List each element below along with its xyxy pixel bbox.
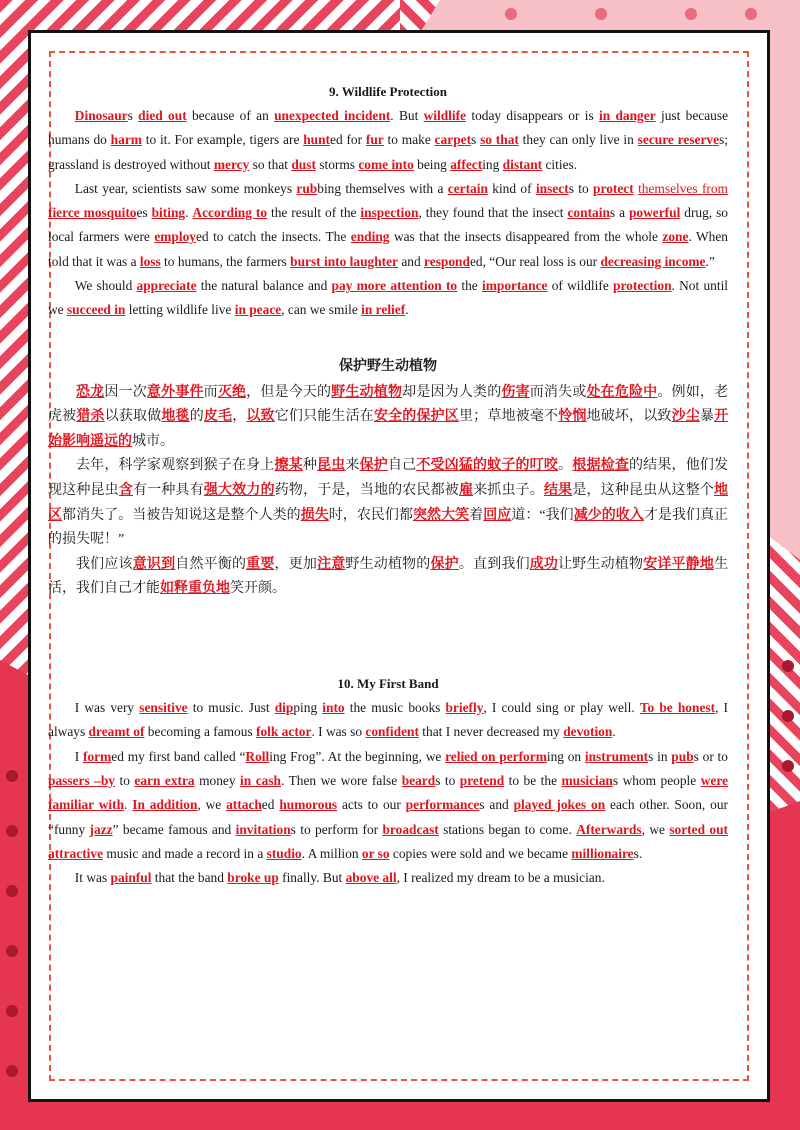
highlighted-keyword: 恐龙 [76, 384, 105, 400]
section-title-my-first-band: 10. My First Band [337, 676, 439, 692]
text-run: . [124, 797, 133, 813]
highlighted-keyword: died out [138, 108, 187, 123]
paragraph [48, 274, 728, 323]
decor-dot [595, 8, 607, 20]
text-run: s [471, 132, 481, 148]
highlighted-keyword: attach [226, 797, 262, 813]
text-run: , we [197, 797, 227, 813]
decor-dot [6, 945, 18, 957]
highlighted-keyword: 含 [118, 483, 134, 499]
highlighted-keyword: performance [405, 797, 480, 813]
text-run: s in [648, 748, 672, 764]
highlighted-keyword: broke up [227, 870, 279, 886]
text-run: the [457, 278, 482, 294]
text-run: , I could sing or play well. [483, 700, 640, 716]
highlighted-keyword: 成功 [529, 556, 559, 572]
highlighted-keyword: so that [480, 132, 519, 148]
highlighted-keyword: protect [593, 180, 634, 196]
highlighted-keyword: 地毯 [161, 409, 190, 425]
highlighted-keyword: beard [401, 772, 436, 788]
paragraph [48, 696, 728, 745]
highlighted-keyword: form [83, 748, 112, 764]
text-run: s to perform for [290, 821, 383, 837]
highlighted-keyword: 野生动植物 [331, 384, 403, 400]
text-run: s whom people [612, 772, 701, 788]
highlighted-keyword: millionaire [571, 845, 634, 861]
highlighted-keyword: protection [613, 278, 672, 294]
highlighted-keyword: 昆虫 [317, 458, 346, 474]
text-run: 。 [558, 458, 573, 474]
text-run: 药物，于是，当地的农民都被 [274, 483, 459, 499]
highlighted-keyword: mercy [213, 156, 250, 172]
text-run: 地破坏，以致 [586, 409, 672, 425]
text-run: 时，农民们都 [328, 507, 413, 523]
highlighted-keyword: According to [192, 205, 268, 221]
highlighted-keyword: 减少的收入 [573, 507, 644, 523]
text-run: the music books [344, 700, 446, 716]
highlighted-keyword: carpet [434, 132, 472, 148]
highlighted-keyword: 保护 [359, 458, 388, 474]
text-run: 来抓虫子。 [473, 483, 544, 499]
text-run: to humans, the farmers [160, 253, 291, 269]
text-run: It was [74, 870, 111, 886]
text-run: . When told that it was a [48, 229, 728, 269]
document-content [48, 80, 728, 890]
decor-dot [6, 885, 18, 897]
paragraph [48, 553, 728, 602]
highlighted-keyword: fur [365, 132, 384, 148]
text-run: ，但是今天的 [246, 384, 332, 400]
text-run: cities. [542, 156, 578, 172]
text-run: ing on [546, 748, 585, 764]
text-run: drug, so local farmers were [48, 205, 728, 245]
text-run: I [74, 748, 84, 764]
text-run: to make [383, 132, 435, 148]
paragraph [48, 104, 728, 177]
text-run: ping [293, 700, 323, 716]
text-run: to it. For example, tigers are [141, 132, 304, 148]
text-run: so that [249, 156, 292, 172]
highlighted-keyword: studio [266, 845, 302, 861]
text-run: ， [232, 409, 247, 425]
highlighted-keyword: in relief [361, 302, 406, 318]
text-run: 城市。 [132, 433, 174, 449]
highlighted-keyword: 猎杀 [76, 409, 105, 425]
highlighted-keyword: 意外事件 [146, 384, 204, 400]
text-run: to [114, 772, 135, 788]
highlighted-keyword: instrument [584, 748, 649, 764]
text-run: 去年，科学家观察到猴子在身上 [76, 458, 275, 474]
highlighted-keyword: dip [274, 700, 294, 716]
text-run: I was very [74, 700, 140, 716]
highlighted-keyword: pretend [459, 772, 505, 788]
text-run: 来 [345, 458, 360, 474]
text-run: , I always [48, 700, 728, 740]
decor-dot [745, 8, 757, 20]
highlighted-keyword: powerful [628, 205, 681, 221]
highlighted-keyword: or so [361, 845, 390, 861]
text-run: ed [261, 797, 280, 813]
text-run: 都消失了。当被告知说这是整个人类的 [62, 507, 301, 523]
highlighted-keyword: 如释重负地 [160, 581, 230, 597]
decor-dot [6, 770, 18, 782]
text-run: 因一次 [104, 384, 147, 400]
highlighted-keyword: 注意 [317, 556, 346, 572]
text-run: s a [609, 205, 629, 221]
paragraph [48, 745, 728, 866]
decor-dot [782, 660, 794, 672]
highlighted-keyword: hunt [303, 132, 331, 148]
text-run: stations began to come. [438, 821, 577, 837]
highlighted-keyword: 怜悯 [558, 409, 587, 425]
text-run: each other. Soon, our “funny [48, 797, 728, 837]
highlighted-keyword: confident [365, 724, 419, 740]
text-run: 却是因为人类的 [402, 384, 502, 400]
highlighted-keyword: inspection [360, 205, 419, 221]
text-run: to music. Just [187, 700, 275, 716]
text-run: the natural balance and [196, 278, 332, 294]
highlighted-keyword: sorted out [669, 821, 728, 837]
section-title-wildlife-protection: 9. Wildlife Protection [328, 84, 448, 99]
highlighted-keyword: fierce mosquito [48, 205, 137, 221]
text-run: ed to catch the insects. The [195, 229, 351, 245]
decor-dot [6, 1065, 18, 1077]
text-run: of wildlife [547, 278, 614, 294]
text-run: because of an [186, 108, 275, 123]
highlighted-keyword: Afterwards [576, 821, 642, 837]
text-run: 让野生动植物 [558, 556, 644, 572]
highlighted-keyword: above all [345, 870, 397, 886]
decor-dot [505, 8, 517, 20]
text-run: letting wildlife live [125, 302, 235, 318]
highlighted-keyword: 擦某 [274, 458, 303, 474]
highlighted-keyword: secure reserve [637, 132, 720, 148]
highlighted-keyword: biting [151, 205, 186, 221]
highlighted-keyword: humorous [279, 797, 338, 813]
highlighted-keyword: passers –by [48, 772, 115, 788]
highlighted-keyword: 以致 [246, 409, 275, 425]
highlighted-keyword: 雇 [458, 483, 474, 499]
text-run: was that the insects disappeared from the whole [389, 229, 663, 245]
decor-dot [685, 8, 697, 20]
text-run: being [413, 156, 451, 172]
highlighted-keyword: relied on perform [445, 748, 547, 764]
text-run: storms [315, 156, 359, 172]
highlighted-keyword: 沙尘 [671, 409, 700, 425]
decor-dot [6, 825, 18, 837]
highlighted-keyword: painful [110, 870, 152, 886]
text-run: , can we smile [281, 302, 362, 318]
paragraph [48, 381, 728, 455]
highlighted-keyword: unexpected incident [274, 108, 391, 123]
highlighted-keyword: 回应 [483, 507, 512, 523]
highlighted-keyword: loss [139, 253, 161, 269]
highlighted-keyword: insect [535, 180, 569, 196]
text-run: ，更加 [274, 556, 318, 572]
section-body-my-first-band [48, 696, 728, 890]
highlighted-keyword: earn extra [134, 772, 195, 788]
text-run: , I realized my dream to be a musician. [396, 870, 605, 886]
text-run: 而 [203, 384, 218, 400]
highlighted-keyword: wildlife [423, 108, 467, 123]
highlighted-keyword: rub [296, 180, 318, 196]
text-run: 生活，我们自己才能 [48, 556, 729, 597]
text-run: . A million [301, 845, 362, 861]
highlighted-keyword: 保护 [430, 556, 459, 572]
text-run: 。直到我们 [458, 556, 530, 572]
text-run: ed for [330, 132, 366, 148]
text-run: 暴 [699, 409, 715, 425]
text-run: s to [568, 180, 594, 196]
highlighted-keyword: distant [502, 156, 543, 172]
paragraph [48, 454, 728, 552]
decor-dot [6, 1005, 18, 1017]
text-run: ed, “Our real loss is our [469, 253, 601, 269]
text-run: copies were sold and we became [389, 845, 572, 861]
highlighted-keyword: 意识到 [132, 556, 176, 572]
text-run: , they found that the insect [418, 205, 568, 221]
text-run: .” [705, 253, 715, 269]
highlighted-keyword: 损失 [300, 507, 329, 523]
highlighted-keyword: briefly [445, 700, 484, 716]
highlighted-keyword: Roll [245, 748, 270, 764]
text-run: ing Frog”. At the beginning, we [269, 748, 446, 764]
paragraph [48, 177, 728, 274]
decor-dot [782, 710, 794, 722]
text-run: 的结果，他们发现这种昆虫 [48, 458, 729, 499]
text-run: . I was so [311, 724, 366, 740]
text-run: just because humans do [48, 108, 729, 148]
text-run: s or to [693, 748, 728, 764]
text-run: bing themselves with a [317, 180, 448, 196]
highlighted-keyword: pay more attention to [331, 278, 458, 294]
text-run: 野生动植物的 [345, 556, 431, 572]
text-run: 自己 [387, 458, 417, 474]
highlighted-keyword: themselves from [638, 180, 728, 196]
text-run: . [612, 724, 616, 740]
section-title-wildlife-protection-cn: 保护野生动植物 [339, 358, 437, 374]
highlighted-keyword: 根据检查 [572, 458, 629, 474]
text-run: ing [482, 156, 503, 172]
text-run: s. [633, 845, 643, 861]
highlighted-keyword: 强大效力的 [203, 483, 275, 499]
highlighted-keyword: dust [291, 156, 316, 172]
text-run: ed my first band called “ [111, 748, 246, 764]
highlighted-keyword: in cash [240, 772, 281, 788]
text-run: . [405, 302, 409, 318]
text-run: today disappears or is [466, 108, 599, 123]
text-run: . But [390, 108, 424, 123]
highlighted-keyword: To be honest [639, 700, 716, 716]
text-run: es [136, 205, 152, 221]
text-run: s to [435, 772, 460, 788]
highlighted-keyword: folk actor [256, 724, 312, 740]
highlighted-keyword: pub [671, 748, 694, 764]
text-run: Last year, scientists saw some monkeys [74, 180, 297, 196]
text-run: that I never decreased my [418, 724, 564, 740]
highlighted-keyword: in danger [598, 108, 656, 123]
text-run: kind of [487, 180, 536, 196]
text-run: 笑开颜。 [230, 581, 286, 597]
highlighted-keyword: importance [482, 278, 548, 294]
highlighted-keyword: devotion [563, 724, 613, 740]
highlighted-keyword: 皮毛 [203, 409, 233, 425]
text-run: money [194, 772, 241, 788]
text-run: ” became famous and [112, 821, 236, 837]
text-run: the result of the [267, 205, 361, 221]
highlighted-keyword: affect [450, 156, 483, 172]
text-run: s; grassland is destroyed without [48, 132, 728, 172]
highlighted-keyword: Dinosaur [74, 108, 128, 123]
section-body-wildlife-protection-cn [48, 381, 728, 602]
highlighted-keyword: contain [567, 205, 610, 221]
highlighted-keyword: 开始影响遥远的 [48, 409, 729, 449]
highlighted-keyword: in peace [234, 302, 282, 318]
highlighted-keyword: attractive [48, 845, 104, 861]
section-body-wildlife-protection [48, 104, 728, 323]
highlighted-keyword: 安详平静地 [643, 556, 715, 572]
text-run: acts to our [337, 797, 406, 813]
highlighted-keyword: broadcast [382, 821, 439, 837]
text-run: 我们应该 [76, 556, 133, 572]
highlighted-keyword: decreasing income [600, 253, 706, 269]
text-run: 里；草地被毫不 [458, 409, 559, 425]
text-run: . Then we wore false [281, 772, 402, 788]
highlighted-keyword: burst into laughter [290, 253, 399, 269]
text-run: that the band [151, 870, 228, 886]
text-run: and [398, 253, 425, 269]
text-run: becoming a famous [144, 724, 257, 740]
text-run: We should [74, 278, 137, 294]
highlighted-keyword: respond [424, 253, 470, 269]
highlighted-keyword: were familiar with [48, 772, 728, 813]
highlighted-keyword: 安全的保护区 [373, 409, 459, 425]
text-run: s and [479, 797, 514, 813]
text-run: 着 [469, 507, 484, 523]
highlighted-keyword: succeed in [66, 302, 126, 318]
text-run: 种 [302, 458, 318, 474]
highlighted-keyword: 伤害 [501, 384, 530, 400]
highlighted-keyword: harm [110, 132, 142, 148]
text-run: to be the [504, 772, 562, 788]
text-run: 。例如，老虎被 [48, 384, 729, 425]
highlighted-keyword: 地区 [48, 483, 729, 523]
highlighted-keyword: dreamt of [88, 724, 145, 740]
text-run: 道：“我们 [511, 507, 574, 523]
highlighted-keyword: 处在危险中 [586, 384, 658, 400]
highlighted-keyword: 不受凶猛的蚊子的叮咬 [416, 458, 559, 474]
text-run: 以获取做 [104, 409, 162, 425]
highlighted-keyword: jazz [89, 821, 113, 837]
highlighted-keyword: ending [350, 229, 390, 245]
text-run: music and made a record in a [103, 845, 267, 861]
highlighted-keyword: In addition [132, 797, 198, 813]
text-run: 它们只能生活在 [274, 409, 374, 425]
highlighted-keyword: 结果 [544, 483, 573, 499]
highlighted-keyword: certain [447, 180, 488, 196]
highlighted-keyword: played jokes on [513, 797, 606, 813]
highlighted-keyword: zone [662, 229, 689, 245]
text-run: 而消失或 [529, 384, 587, 400]
text-run: finally. But [278, 870, 346, 886]
text-run: s [127, 108, 139, 123]
highlighted-keyword: 突然大笑 [413, 507, 470, 523]
text-run: 自然平衡的 [175, 556, 247, 572]
text-run: , we [641, 821, 670, 837]
decor-dot [782, 760, 794, 772]
highlighted-keyword: into [322, 700, 345, 716]
highlighted-keyword: sensitive [139, 700, 188, 716]
highlighted-keyword: 灭绝 [217, 384, 247, 400]
text-run: 才是我们真正的损失呢！” [48, 507, 729, 548]
paragraph [48, 866, 728, 890]
text-run: . [185, 205, 193, 221]
text-run: 是，这种昆虫从这整个 [572, 483, 715, 499]
highlighted-keyword: appreciate [136, 278, 197, 294]
highlighted-keyword: employ [154, 229, 196, 245]
highlighted-keyword: invitation [235, 821, 291, 837]
highlighted-keyword: musician [561, 772, 613, 788]
text-run: 的 [189, 409, 204, 425]
highlighted-keyword: come into [358, 156, 414, 172]
highlighted-keyword: 重要 [246, 556, 275, 572]
text-run: . Not until we [48, 278, 729, 318]
text-run: 有一种具有 [133, 483, 204, 499]
text-run: they can only live in [518, 132, 638, 148]
